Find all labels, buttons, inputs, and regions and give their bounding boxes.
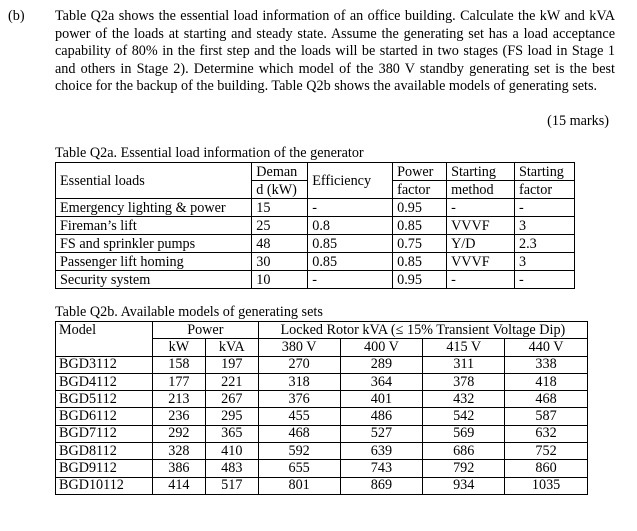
model-cell: BGD5112 — [56, 391, 153, 408]
table-row — [56, 408, 588, 425]
table-cell: 48 — [252, 235, 308, 253]
table-cell: 295 — [205, 408, 258, 425]
table-cell: 686 — [423, 443, 505, 460]
model-cell: BGD6112 — [56, 408, 153, 425]
table-cell: 860 — [505, 460, 588, 477]
table-cell: 378 — [423, 373, 505, 390]
table-row — [56, 460, 588, 477]
table-cell: 15 — [252, 199, 308, 217]
table-cell: 639 — [340, 443, 423, 460]
table-cell: 0.85 — [308, 253, 393, 271]
table-row — [56, 477, 588, 494]
table-cell: 432 — [423, 391, 505, 408]
part-label: (b) — [8, 8, 25, 24]
table-row — [56, 271, 575, 289]
header-380v: 380 V — [258, 339, 340, 356]
header-440v: 440 V — [505, 339, 588, 356]
table-cell: 542 — [423, 408, 505, 425]
table-row — [56, 425, 588, 442]
table-cell: 30 — [252, 253, 308, 271]
table-b-caption: Table Q2b. Available models of generating sets — [55, 304, 323, 320]
table-cell: 197 — [205, 356, 258, 373]
table-cell: 752 — [505, 443, 588, 460]
table-cell: 418 — [505, 373, 588, 390]
table-cell: 3 — [514, 253, 574, 271]
table-cell: 468 — [505, 391, 588, 408]
header-415v: 415 V — [423, 339, 505, 356]
header-factor-1: Starting — [514, 163, 574, 181]
table-cell: 289 — [340, 356, 423, 373]
table-cell: 2.3 — [514, 235, 574, 253]
table-cell: - — [308, 199, 393, 217]
header-demand-2: d (kW) — [252, 181, 308, 199]
table-cell: 338 — [505, 356, 588, 373]
header-pf-1: Power — [393, 163, 447, 181]
table-cell: 0.85 — [393, 217, 447, 235]
table-cell: 311 — [423, 356, 505, 373]
table-cell: - — [447, 271, 515, 289]
table-cell: 328 — [152, 443, 205, 460]
table-cell: 0.75 — [393, 235, 447, 253]
question-text: Table Q2a shows the essential load information of an office building. Calculate the kW and kVA power of the loads at starting and steady state. Assume the generating set has a load acceptance capability of 80% in the first step and the loads will be started in two stages (FS load in Stage 1 and others in Stage 2). Determine which model of the 380 V standby generating set is the best choice for the backup of the building. Table Q2b shows the available models of generating sets. — [55, 8, 615, 95]
header-method-2: method — [447, 181, 515, 199]
table-cell: 376 — [258, 391, 340, 408]
header-method-1: Starting — [447, 163, 515, 181]
table-cell: 236 — [152, 408, 205, 425]
table-cell: 455 — [258, 408, 340, 425]
table-cell: 386 — [152, 460, 205, 477]
table-cell: 527 — [340, 425, 423, 442]
table-cell: - — [308, 271, 393, 289]
table-cell: 468 — [258, 425, 340, 442]
table-cell: 934 — [423, 477, 505, 494]
table-cell: 414 — [152, 477, 205, 494]
table-cell: - — [514, 199, 574, 217]
header-model-blank — [56, 339, 153, 356]
header-pf-2: factor — [393, 181, 447, 199]
header-demand-1: Deman — [252, 163, 308, 181]
table-cell: Fireman’s lift — [56, 217, 252, 235]
table-cell: 792 — [423, 460, 505, 477]
table-row — [56, 253, 575, 271]
table-cell: 365 — [205, 425, 258, 442]
model-cell: BGD3112 — [56, 356, 153, 373]
table-cell: 267 — [205, 391, 258, 408]
table-cell: 158 — [152, 356, 205, 373]
table-row — [56, 391, 588, 408]
table-cell: 401 — [340, 391, 423, 408]
generating-sets-table — [55, 321, 588, 495]
header-400v: 400 V — [340, 339, 423, 356]
model-cell: BGD7112 — [56, 425, 153, 442]
table-cell: VVVF — [447, 253, 515, 271]
table-cell: 292 — [152, 425, 205, 442]
table-cell: 569 — [423, 425, 505, 442]
table-cell: - — [514, 271, 574, 289]
model-cell: BGD4112 — [56, 373, 153, 390]
header-kw: kW — [152, 339, 205, 356]
table-cell: 364 — [340, 373, 423, 390]
table-cell: 0.85 — [308, 235, 393, 253]
table-cell: 270 — [258, 356, 340, 373]
header-model: Model — [56, 322, 153, 339]
table-cell: 0.95 — [393, 199, 447, 217]
table-cell: 1035 — [505, 477, 588, 494]
table-cell: 587 — [505, 408, 588, 425]
table-cell: - — [447, 199, 515, 217]
table-cell: 0.85 — [393, 253, 447, 271]
table-cell: 801 — [258, 477, 340, 494]
table-cell: 632 — [505, 425, 588, 442]
table-cell: Y/D — [447, 235, 515, 253]
table-cell: 10 — [252, 271, 308, 289]
table-cell: 213 — [152, 391, 205, 408]
table-cell: 410 — [205, 443, 258, 460]
header-power: Power — [152, 322, 258, 339]
table-cell: 517 — [205, 477, 258, 494]
table-cell: 743 — [340, 460, 423, 477]
table-cell: 486 — [340, 408, 423, 425]
marks-label: (15 marks) — [547, 113, 609, 129]
table-a-caption: Table Q2a. Essential load information of the generator — [55, 145, 364, 161]
table-cell: 483 — [205, 460, 258, 477]
table-cell: 3 — [514, 217, 574, 235]
header-kva: kVA — [205, 339, 258, 356]
table-row — [56, 443, 588, 460]
table-cell: 655 — [258, 460, 340, 477]
table-cell: Emergency lighting & power — [56, 199, 252, 217]
table-cell: 592 — [258, 443, 340, 460]
table-cell: 221 — [205, 373, 258, 390]
table-cell: 318 — [258, 373, 340, 390]
table-cell: FS and sprinkler pumps — [56, 235, 252, 253]
model-cell: BGD9112 — [56, 460, 153, 477]
table-row — [56, 373, 588, 390]
header-factor-2: factor — [514, 181, 574, 199]
table-row — [56, 199, 575, 217]
table-cell: 177 — [152, 373, 205, 390]
model-cell: BGD8112 — [56, 443, 153, 460]
table-row — [56, 356, 588, 373]
table-row — [56, 235, 575, 253]
table-cell: 0.95 — [393, 271, 447, 289]
essential-load-table — [55, 162, 575, 289]
model-cell: BGD10112 — [56, 477, 153, 494]
header-loads: Essential loads — [56, 163, 252, 199]
table-cell: VVVF — [447, 217, 515, 235]
table-cell: Passenger lift homing — [56, 253, 252, 271]
table-cell: 25 — [252, 217, 308, 235]
table-cell: Security system — [56, 271, 252, 289]
table-cell: 0.8 — [308, 217, 393, 235]
table-cell: 869 — [340, 477, 423, 494]
header-locked-rotor: Locked Rotor kVA (≤ 15% Transient Voltage Dip) — [258, 322, 587, 339]
table-row — [56, 217, 575, 235]
header-efficiency: Efficiency — [308, 163, 393, 199]
